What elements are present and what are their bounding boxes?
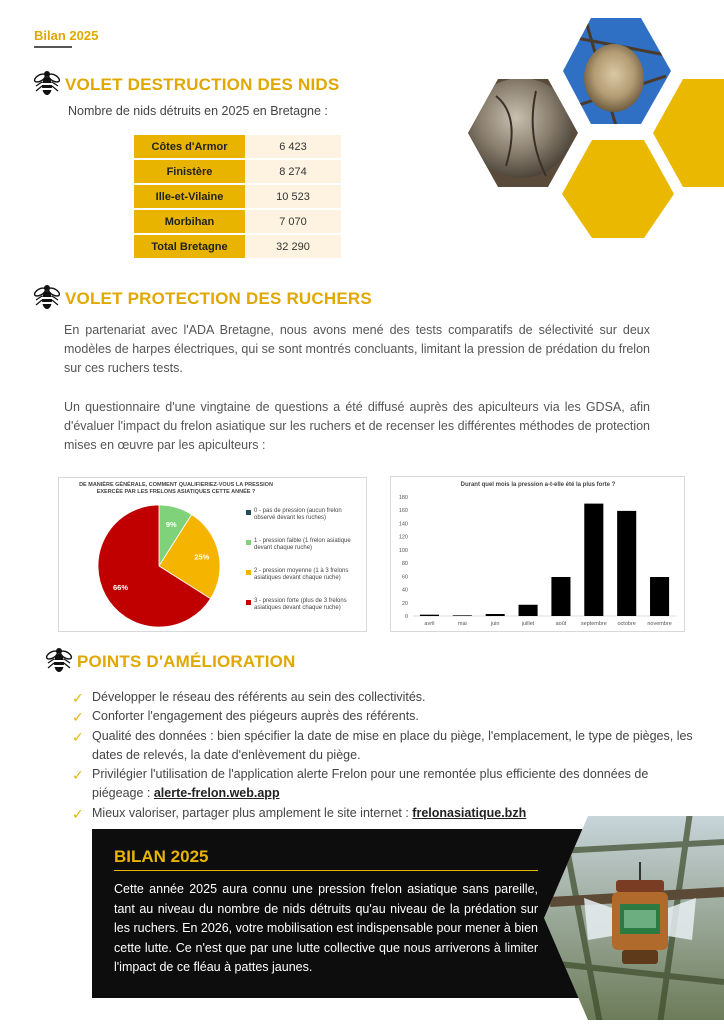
- section-title-protection: VOLET PROTECTION DES RUCHERS: [65, 289, 372, 308]
- bar-chart-title: Durant quel mois la pression a-t-elle été la plus forte ?: [460, 482, 616, 488]
- row-label: Finistère: [134, 160, 245, 183]
- pie-data-label: 25%: [194, 552, 210, 562]
- bar: [519, 605, 538, 616]
- check-icon: ✓: [72, 767, 84, 784]
- pie-data-label: 66%: [113, 583, 129, 593]
- alerte-frelon-link[interactable]: alerte-frelon.web.app: [153, 786, 280, 801]
- pie-data-label: 9%: [165, 519, 177, 529]
- x-tick-label: mai: [457, 621, 467, 627]
- row-value: 6 423: [245, 135, 341, 158]
- check-icon: ✓: [72, 690, 84, 706]
- list-item-text: Développer le réseau des référents au sein des collectivités.: [92, 690, 426, 704]
- bar: [650, 577, 669, 616]
- legend-swatch: [246, 600, 251, 605]
- row-label: Total Bretagne: [134, 235, 245, 258]
- x-tick-label: septembre: [580, 621, 607, 627]
- pie-legend: [246, 508, 364, 626]
- y-tick-label: 80: [401, 561, 408, 568]
- trap-photo: [540, 812, 724, 1024]
- check-icon: ✓: [72, 728, 84, 745]
- bar: [486, 614, 505, 616]
- bar: [551, 577, 570, 616]
- table-row: [134, 135, 341, 158]
- nests-table: [134, 133, 341, 260]
- legend-swatch: [246, 570, 251, 575]
- bar: [617, 511, 636, 616]
- pie-svg: [97, 504, 227, 628]
- page-header-label: Bilan 2025: [34, 28, 99, 43]
- row-value: 10 523: [245, 185, 341, 208]
- x-tick-label: novembre: [647, 621, 672, 627]
- x-tick-label: avril: [424, 621, 435, 627]
- list-item: [72, 727, 702, 766]
- y-tick-label: 140: [398, 521, 408, 528]
- list-item: [72, 688, 702, 707]
- legend-label: 3 - pression forte (plus de 3 frelons asiatiques devant chaque ruche): [254, 598, 347, 612]
- hornet-icon: [33, 282, 61, 312]
- monthly-bar-chart: [390, 476, 685, 632]
- list-item: [72, 707, 702, 726]
- x-tick-label: octobre: [617, 621, 636, 627]
- bilan-title: BILAN 2025: [114, 847, 209, 866]
- table-row: [134, 210, 341, 233]
- y-tick-label: 0: [404, 614, 408, 620]
- section-title-destruction: VOLET DESTRUCTION DES NIDS: [65, 75, 340, 94]
- legend-swatch: [246, 510, 251, 515]
- row-value: 8 274: [245, 160, 341, 183]
- improvement-list: [72, 688, 702, 823]
- legend-swatch: [246, 540, 251, 545]
- check-icon: ✓: [72, 805, 84, 822]
- hexagon-photo-collage: [466, 16, 724, 240]
- protection-paragraph-2: Un questionnaire d'une vingtaine de questions a été diffusé auprès des apiculteurs via les GDSA, afin d'évaluer l'impact du frelon asiatique sur les ruchers et de recenser les différentes méthodes de protection mises en œuvre par les apiculteurs :: [64, 400, 650, 453]
- legend-label: 1 - pression faible (1 frelon asiatique devant chaque ruche): [254, 538, 351, 552]
- legend-label: 2 - pression moyenne (1 à 3 frelons asiatiques devant chaque ruche): [254, 568, 349, 582]
- pressure-pie-chart: [58, 477, 367, 632]
- y-tick-label: 100: [398, 547, 408, 554]
- table-row: [134, 185, 341, 208]
- table-row: [134, 160, 341, 183]
- list-item-text: Conforter l'engagement des piégeurs auprès des référents.: [92, 709, 419, 724]
- hornet-icon: [33, 68, 61, 98]
- row-label: Ille-et-Vilaine: [134, 185, 245, 208]
- x-tick-label: août: [555, 621, 567, 627]
- bar: [584, 504, 603, 616]
- bar: [420, 615, 439, 616]
- y-tick-label: 160: [398, 508, 408, 515]
- table-row: [134, 235, 341, 258]
- nests-subtitle: Nombre de nids détruits en 2025 en Bretagne :: [68, 104, 328, 118]
- y-tick-label: 60: [401, 574, 408, 581]
- frelonasiatique-link[interactable]: frelonasiatique.bzh: [412, 805, 527, 820]
- bilan-divider: [114, 870, 538, 871]
- header-underline: [34, 46, 72, 48]
- pie-chart-title: DE MANIÈRE GÉNÉRALE, COMMENT QUALIFIERIEZ-VOUS LA PRESSION EXERCÉE PAR LES FRELONS ASIATIQUES CETTE ANNÉE ?: [79, 482, 273, 495]
- row-value: 32 290: [245, 235, 341, 258]
- bar-svg: [391, 477, 686, 633]
- x-tick-label: juin: [490, 621, 500, 627]
- y-tick-label: 180: [398, 495, 408, 501]
- list-item-text: Mieux valoriser, partager plus amplement le site internet :: [92, 805, 413, 820]
- y-tick-label: 20: [401, 600, 408, 607]
- section-title-improvement: POINTS D'AMÉLIORATION: [77, 652, 296, 671]
- nest-photo-2: [466, 76, 581, 191]
- row-label: Côtes d'Armor: [134, 135, 245, 158]
- list-item: [72, 765, 702, 804]
- list-item-text: Privilégier l'utilisation de l'application alerte Frelon pour une remontée plus efficiente des données de piégeage :: [92, 767, 649, 801]
- x-tick-label: juillet: [521, 621, 535, 627]
- bilan-text: Cette année 2025 aura connu une pression frelon asiatique sans pareille, tant au niveau du nombre de nids détruits qu'au niveau de la prédation sur les ruchers. En 2026, votre mobilisation est indispensable pour mener à bien cette lutte. Ce n'est que par une lutte collective que nous arriverons à limiter l'impact de ce fléau à pattes jaunes.: [114, 882, 538, 974]
- legend-label: 0 - pas de pression (aucun frelon observé devant les ruches): [254, 508, 342, 522]
- list-item-text: Qualité des données : bien spécifier la date de mise en place du piège, l'emplacement, le type de pièges, les dates de relevés, la date d'enlèvement du piège.: [92, 728, 693, 762]
- bar: [453, 615, 472, 616]
- check-icon: ✓: [72, 709, 84, 726]
- protection-paragraph-1: En partenariat avec l'ADA Bretagne, nous avons mené des tests comparatifs de sélectivité sur deux modèles de harpes électriques, qui se sont montrés concluants, limitant la pression de prédation du frelon sur ces ruchers tests.: [64, 323, 650, 376]
- row-value: 7 070: [245, 210, 341, 233]
- row-label: Morbihan: [134, 210, 245, 233]
- nest-photo-1: [561, 16, 673, 126]
- hornet-icon: [45, 645, 73, 675]
- y-tick-label: 40: [401, 587, 408, 594]
- y-tick-label: 120: [398, 534, 408, 541]
